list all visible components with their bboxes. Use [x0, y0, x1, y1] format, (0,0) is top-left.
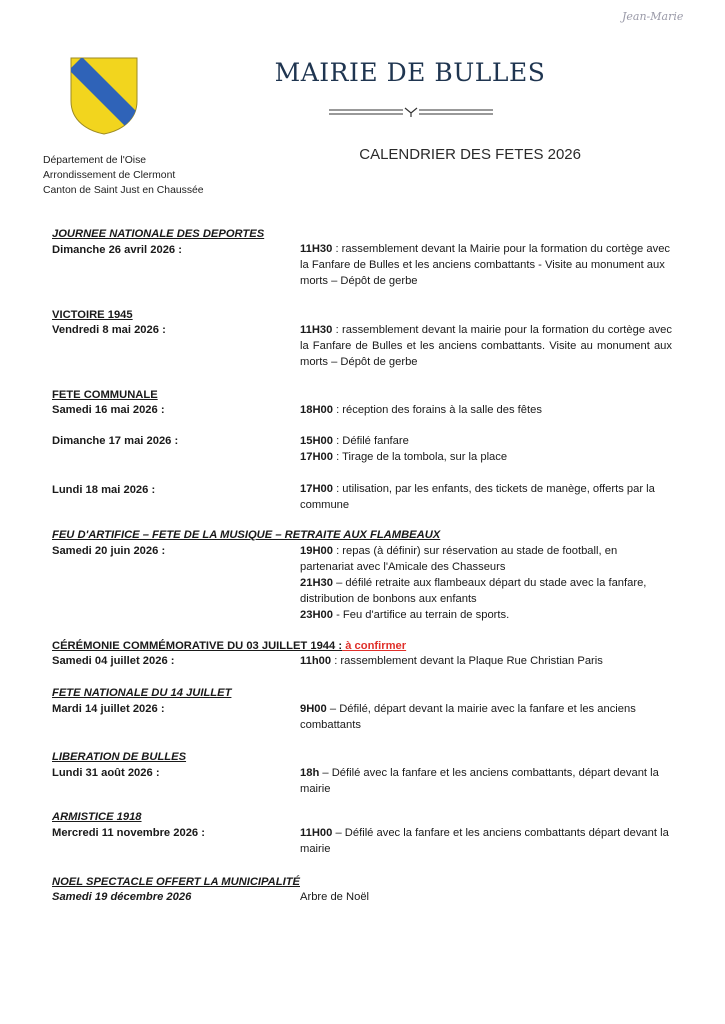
event-date: Samedi 16 mai 2026 : [52, 404, 165, 416]
calendar-subtitle: CALENDRIER DES FETES 2026 [359, 146, 581, 163]
event-description: 11H30 : rassemblement devant la mairie pour la formation du cortège avec la Fanfare de Bulles et les anciens combattants. Visite au monument aux morts – Dépôt de gerbe [300, 324, 672, 368]
event-description: 19H00 : repas (à définir) sur réservation au stade de football, en partenariat avec l'Amicale des Chasseurs 21H30 – défilé retraite aux flambeaux départ du stade avec la fanfare, distribution de bonbons aux enfants 23H00 - Feu d'artifice au terrain de sports. [300, 545, 647, 621]
event-title-liberation: LIBERATION DE BULLES [52, 751, 187, 763]
event-description: 15H00 : Défilé fanfare 17H00 : Tirage de la tombola, sur la place [300, 435, 508, 463]
event-date: Mardi 14 juillet 2026 : [52, 703, 165, 715]
event-time: 23H00 [300, 609, 333, 621]
event-date: Dimanche 17 mai 2026 : [52, 435, 179, 447]
event-time: 11H00 [300, 827, 333, 839]
event-description: 11H30 : rassemblement devant la Mairie pour la formation du cortège avec la Fanfare de Bulles et les anciens combattants - Visite au monument aux morts – Dépôt de gerbe [300, 243, 671, 287]
to-confirm-note: à confirmer [342, 640, 407, 652]
event-description: 17H00 : utilisation, par les enfants, des tickets de manège, offerts par la commune [300, 483, 655, 511]
event-time: 11H30 [300, 324, 333, 336]
coat-of-arms-icon [70, 57, 138, 135]
handwritten-signature: Jean-Marie [622, 10, 684, 23]
page-title: MAIRIE DE BULLES [274, 58, 546, 87]
event-time: 18H00 [300, 404, 333, 416]
event-date: Lundi 31 août 2026 : [52, 767, 160, 779]
event-time: 19H00 [300, 545, 333, 557]
admin-department: Département de l'Oise [43, 155, 147, 166]
event-description: 18h – Défilé avec la fanfare et les anciens combattants, départ devant la mairie [300, 767, 659, 795]
event-date: Samedi 19 décembre 2026 [52, 891, 192, 903]
title-ornament [329, 106, 493, 118]
event-description: 11H00 – Défilé avec la fanfare et les anciens combattants départ devant la mairie [300, 827, 669, 855]
event-time: 11h00 [300, 655, 332, 667]
event-time: 21H30 [300, 577, 333, 589]
event-time: 9H00 [300, 703, 327, 715]
event-date: Dimanche 26 avril 2026 : [52, 244, 182, 256]
event-date: Mercredi 11 novembre 2026 : [52, 827, 205, 839]
event-title-armistice: ARMISTICE 1918 [52, 811, 142, 823]
event-date: Samedi 20 juin 2026 : [52, 545, 166, 557]
event-description: 11h00 : rassemblement devant la Plaque Rue Christian Paris [300, 655, 603, 667]
event-date: Lundi 18 mai 2026 : [52, 484, 156, 496]
event-title-fete-nationale: FETE NATIONALE DU 14 JUILLET [52, 687, 232, 699]
event-description: Arbre de Noël [300, 891, 370, 903]
event-date: Samedi 04 juillet 2026 : [52, 655, 175, 667]
event-title-victoire: VICTOIRE 1945 [52, 309, 133, 321]
event-time: 18h [300, 767, 320, 779]
event-time: 15H00 [300, 435, 333, 447]
event-title-noel: NOEL SPECTACLE OFFERT LA MUNICIPALITÉ [52, 876, 300, 888]
event-title-ceremonie: CÉRÉMONIE COMMÉMORATIVE DU 03 JUILLET 1944 : à confirmer [52, 640, 407, 652]
admin-canton: Canton de Saint Just en Chaussée [43, 185, 204, 196]
event-date: Vendredi 8 mai 2026 : [52, 324, 166, 336]
event-title-deportes: JOURNEE NATIONALE DES DEPORTES [52, 228, 265, 240]
event-time: 17H00 [300, 451, 333, 463]
event-title-feu-artifice: FEU D'ARTIFICE – FETE DE LA MUSIQUE – RETRAITE AUX FLAMBEAUX [52, 529, 441, 541]
event-description: 9H00 – Défilé, départ devant la mairie avec la fanfare et les anciens combattants [300, 703, 636, 731]
event-time: 11H30 [300, 243, 333, 255]
event-description: 18H00 : réception des forains à la salle des fêtes [300, 404, 542, 416]
event-title-fete-communale: FETE COMMUNALE [52, 389, 158, 401]
administrative-info [43, 153, 204, 198]
event-time: 17H00 [300, 483, 333, 495]
admin-arrondissement: Arrondissement de Clermont [43, 170, 176, 181]
